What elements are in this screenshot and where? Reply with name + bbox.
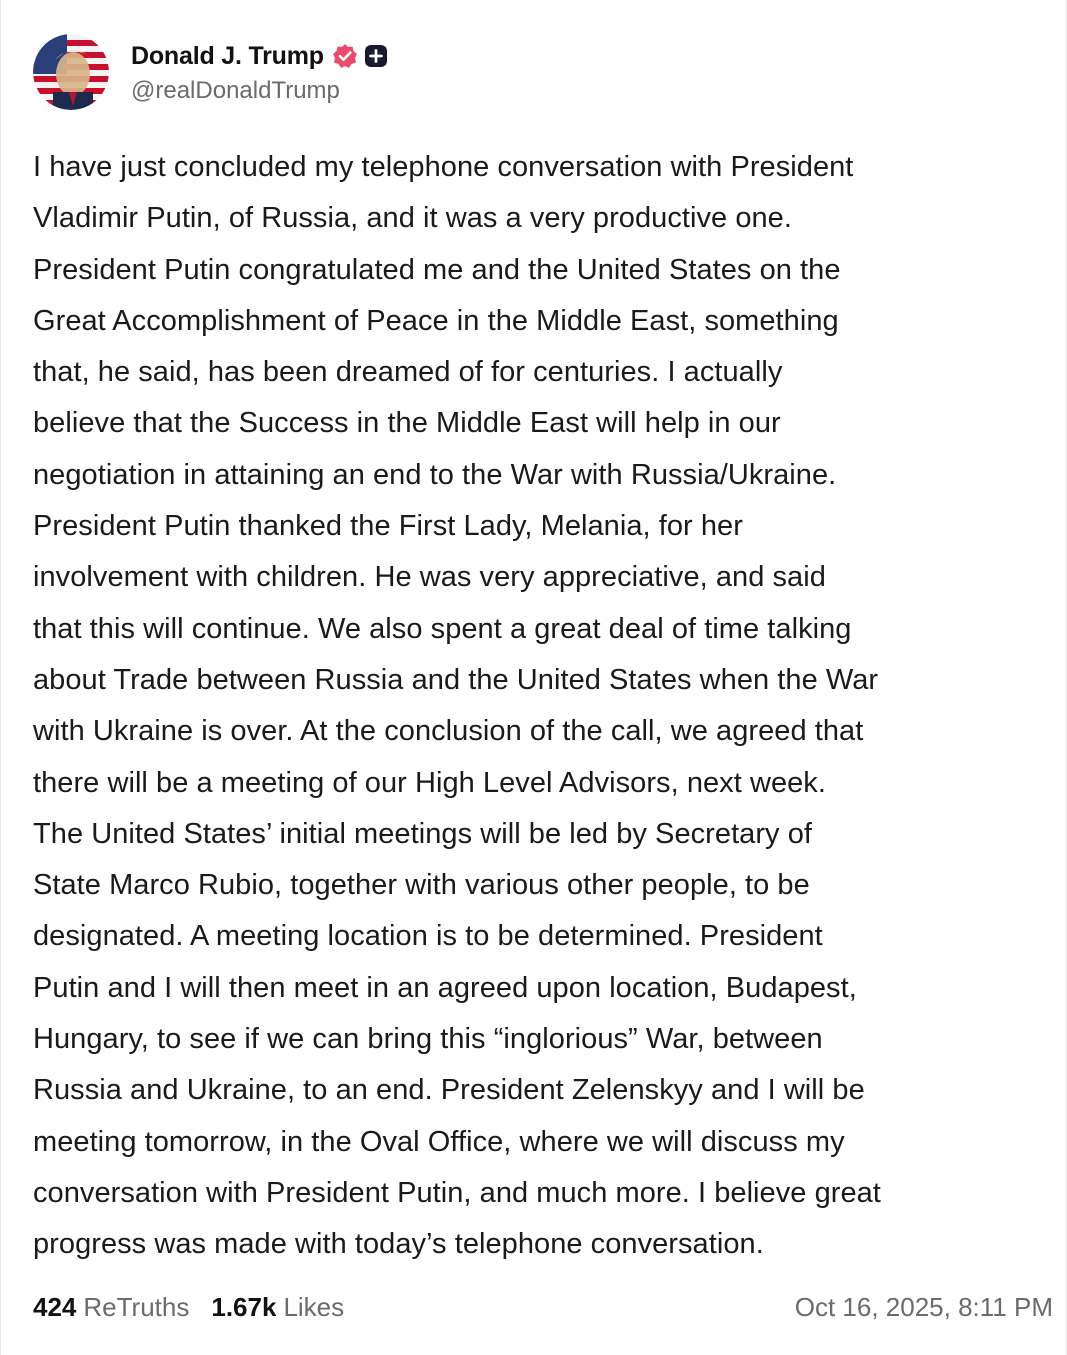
display-name[interactable]: Donald J. Trump bbox=[131, 41, 324, 70]
avatar[interactable] bbox=[33, 34, 109, 110]
plus-badge-icon bbox=[364, 44, 388, 68]
avatar-image bbox=[33, 34, 109, 110]
likes-stat[interactable] bbox=[211, 1292, 344, 1323]
retruths-count: 424 bbox=[33, 1291, 77, 1322]
retruths-stat[interactable] bbox=[33, 1292, 189, 1323]
post-header bbox=[33, 32, 388, 112]
name-row bbox=[131, 39, 388, 73]
author-names bbox=[131, 39, 388, 105]
post-timestamp: Oct 16, 2025, 8:11 PM bbox=[794, 1291, 1053, 1322]
likes-count: 1.67k bbox=[211, 1291, 277, 1322]
retruths-label: ReTruths bbox=[83, 1291, 190, 1322]
verified-badge-icon bbox=[332, 43, 358, 69]
post-footer bbox=[33, 1287, 1053, 1327]
post-text: I have just concluded my telephone conversation with President Vladimir Putin, of Russia, and it was a very productive one. President Putin congratulated me and the United States on the Great Accomplishment of Peace in the Middle East, something that, he said, has been dreamed of for centuries. I actually believe that the Success in the Middle East will help in our negotiation in attaining an end to the War with Russia/Ukraine. President Putin thanked the First Lady, Melania, for her involvement with children. He was very appreciative, and said that this will continue. We also spent a great deal of time talking about Trade between Russia and the United States when the War with Ukraine is over. At the conclusion of the call, we agreed that there will be a meeting of our High Level Advisors, next week. The United States’ initial meetings will be led by Secretary of State Marco Rubio, together with various other people, to be designated. A meeting location is to be determined. President Putin and I will then meet in an agreed upon location, Budapest, Hungary, to see if we can bring this “inglorious” War, between Russia and Ukraine, to an end. President Zelenskyy and I will be meeting tomorrow, in the Oval Office, where we will discuss my conversation with President Putin, and much more. I believe great progress was made with today’s telephone conversation. bbox=[33, 151, 881, 1261]
likes-label: Likes bbox=[283, 1291, 345, 1322]
author-handle[interactable]: @realDonaldTrump bbox=[131, 77, 340, 104]
